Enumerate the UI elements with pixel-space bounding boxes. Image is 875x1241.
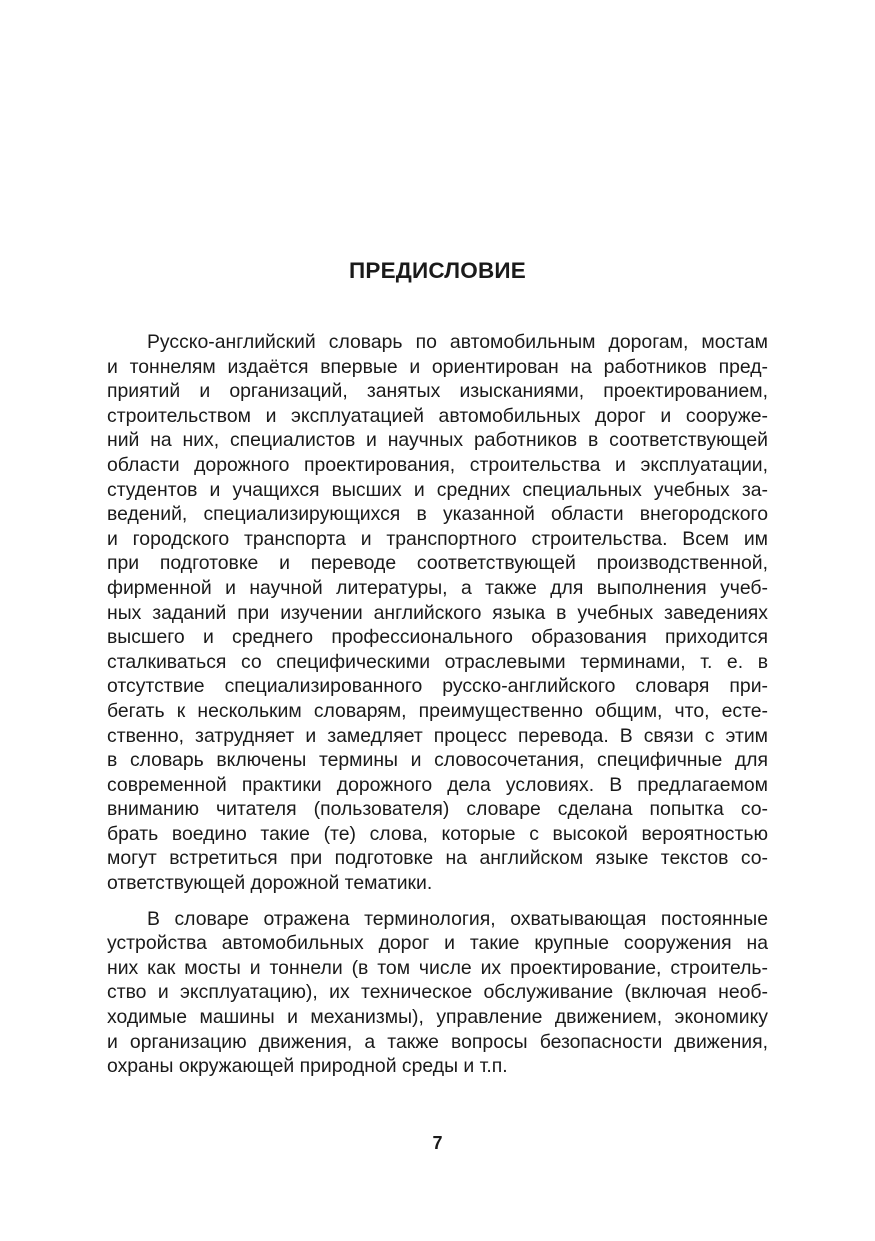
page-number: 7 [432,1133,443,1153]
text-line: фирменной и научной литературы, а также для выполнения учеб- [107,576,768,599]
text-line: В словаре отражена терминология, охватывающая постоянные [147,907,768,930]
text-line: вниманию читателя (пользователя) словаре сделана попытка со- [107,798,768,821]
text-line: высшего и среднего профессионального образования приходится [107,626,768,649]
text-line: ных заданий при изучении английского языка в учебных заведениях [107,601,768,624]
text-line: в словарь включены термины и словосочетания, специфичные для [107,749,768,772]
text-line: устройства автомобильных дорог и такие крупные сооружения на [107,932,768,955]
page-title: ПРЕДИСЛОВИЕ [349,258,526,283]
body-text [107,330,768,1090]
text-line: области дорожного проектирования, строительства и эксплуатации, [107,453,768,476]
text-line: ответствующей дорожной тематики. [107,872,433,895]
text-line: отсутствие специализированного русско-английского словаря при- [107,675,768,698]
text-line: бегать к нескольким словарям, преимущественно общим, что, есте- [107,699,768,722]
text-line: брать воедино такие (те) слова, которые с высокой вероятностью [107,822,768,845]
text-line: ство и эксплуатацию), их техническое обслуживание (включая необ- [107,981,768,1004]
text-line: и городского транспорта и транспортного строительства. Всем им [107,527,768,550]
text-line: ний на них, специалистов и научных работников в соответствующей [107,429,768,452]
text-line: современной практики дорожного дела условиях. В предлагаемом [107,773,768,796]
text-line: ственно, затрудняет и замедляет процесс перевода. В связи с этим [107,724,768,747]
text-line: строительством и эксплуатацией автомобильных дорог и сооруже- [107,404,768,427]
text-line: Русско-английский словарь по автомобильным дорогам, мостам [147,331,768,353]
text-line: студентов и учащихся высших и средних специальных учебных за- [107,478,768,501]
text-line: приятий и организаций, занятых изысканиями, проектированием, [107,380,768,403]
text-line: при подготовке и переводе соответствующей производственной, [107,552,768,575]
text-line: них как мосты и тоннели (в том числе их проектирование, строитель- [107,956,768,979]
text-line: ведений, специализирующихся в указанной области внегородского [107,503,768,526]
text-line: охраны окружающей природной среды и т.п. [107,1055,508,1078]
text-line: могут встретиться при подготовке на английском языке текстов со- [107,847,768,870]
text-line: ходимые машины и механизмы), управление движением, экономику [107,1006,768,1029]
paragraph [107,907,768,1079]
text-line: и организацию движения, а также вопросы безопасности движения, [107,1030,768,1053]
paragraph [107,330,768,896]
text-line: и тоннелям издаётся впервые и ориентирован на работников пред- [107,355,768,378]
text-line: сталкиваться со специфическими отраслевыми терминами, т. е. в [107,650,768,673]
